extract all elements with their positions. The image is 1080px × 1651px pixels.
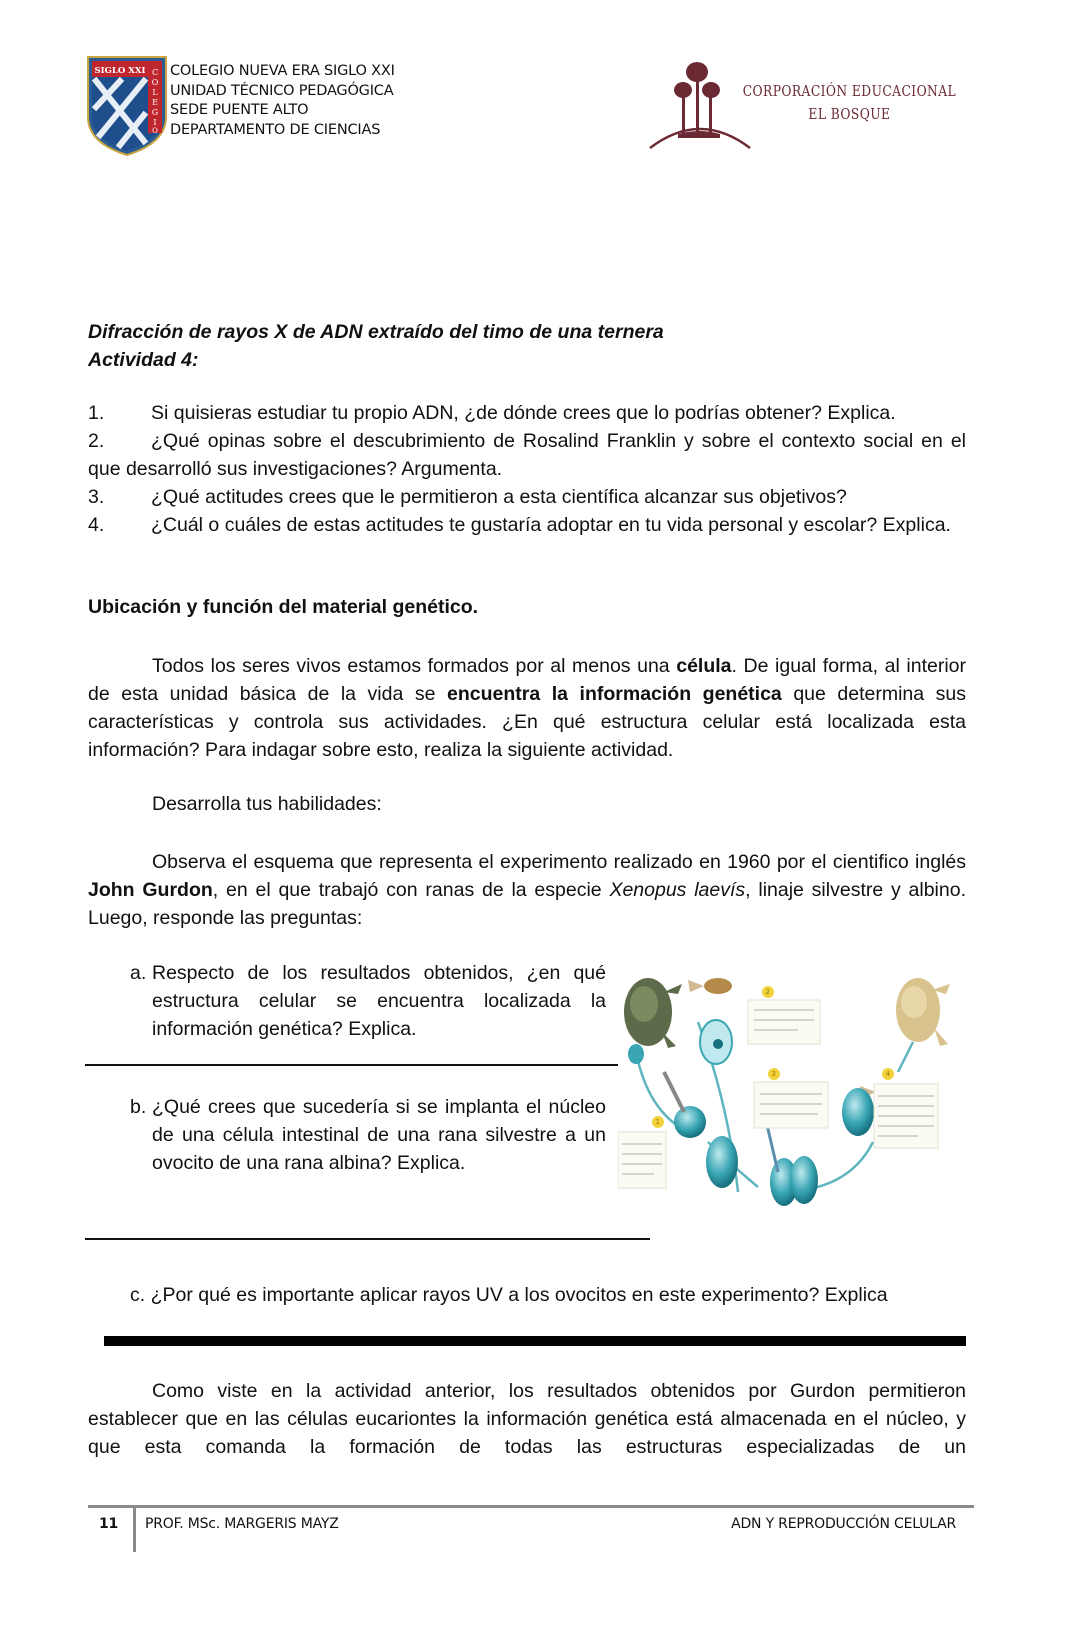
question-text: ¿Cuál o cuáles de estas actitudes te gustaría adoptar en tu vida personal y escolar? Explica. <box>151 514 951 536</box>
question-item <box>88 483 966 511</box>
svg-text:G: G <box>151 108 159 117</box>
sub-question-text: ¿Por qué es importante aplicar rayos UV a los ovocitos en este experimento? Explica <box>150 1284 888 1306</box>
question-number: 4. <box>88 514 105 536</box>
question-text: ¿Qué actitudes crees que le permitieron a esta científica alcanzar sus objetivos? <box>151 486 847 508</box>
sub-question-text: ¿Qué crees que sucedería si se implanta el núcleo de una célula intestinal de una rana silvestre a un ovocito de una rana albina? Explica. <box>152 1096 606 1174</box>
svg-text:SIGLO XXI: SIGLO XXI <box>94 66 146 76</box>
corporation-line1: CORPORACIÓN EDUCACIONAL <box>742 82 957 100</box>
sub-question-a <box>130 959 606 1043</box>
frog-cloning-diagram-icon <box>618 962 978 1224</box>
section-heading: Ubicación y función del material genético. <box>88 596 479 618</box>
observe-text: Observa el esquema que representa el experimento realizado en 1960 por el cientifico inglés <box>152 851 966 873</box>
gurdon-experiment-figure <box>618 962 978 1224</box>
activity-label: Actividad 4: <box>88 349 199 371</box>
school-unit: UNIDAD TÉCNICO PEDAGÓGICA <box>170 82 394 99</box>
sub-question-text: Respecto de los resultados obtenidos, ¿en qué estructura celular se encuentra localizada la información genética? Explica. <box>152 962 606 1040</box>
sub-question-c <box>130 1281 970 1309</box>
intro-bold-cell: célula <box>676 655 732 677</box>
question-item <box>88 427 966 483</box>
footer-rule <box>88 1505 974 1508</box>
answer-line-a[interactable] <box>85 1064 640 1066</box>
corporation-line2: EL BOSQUE <box>808 105 891 123</box>
svg-text:1: 1 <box>655 1118 660 1126</box>
closing-paragraph: Como viste en la actividad anterior, los resultados obtenidos por Gurdon permitieron establecer que en las células eucariontes la información genética está almacenada en el núcleo, y que esta comanda la formación de todas las estructuras especializadas de un <box>88 1380 966 1458</box>
intro-text: . De igual forma, al interior de esta unidad básica de la vida se <box>88 655 966 705</box>
question-number: 1. <box>88 402 105 424</box>
school-header-text <box>170 62 395 140</box>
observe-paragraph <box>88 848 966 932</box>
answer-line-b[interactable] <box>85 1238 650 1240</box>
intro-paragraph <box>88 652 966 764</box>
intro-text: Todos los seres vivos estamos formados por al menos una <box>152 655 677 677</box>
sub-question-b <box>130 1093 606 1177</box>
svg-text:I: I <box>153 118 157 127</box>
footer-subject: ADN Y REPRODUCCIÓN CELULAR <box>731 1516 956 1532</box>
school-crest-logo <box>86 55 168 157</box>
section-title: Difracción de rayos X de ADN extraído del timo de una ternera <box>88 321 664 343</box>
intro-bold-genetic-info: encuentra la información genética <box>447 683 782 705</box>
observe-text: , en el que trabajó con ranas de la especie <box>212 879 610 901</box>
svg-text:O: O <box>151 78 159 87</box>
question-text: ¿Qué opinas sobre el descubrimiento de Rosalind Franklin y sobre el contexto social en el que desarrolló sus investigaciones? Argumenta. <box>88 430 966 480</box>
question-number: 3. <box>88 486 105 508</box>
skills-heading: Desarrolla tus habilidades: <box>152 793 382 815</box>
svg-text:C: C <box>151 68 159 77</box>
question-text: Si quisieras estudiar tu propio ADN, ¿de dónde crees que lo podrías obtener? Explica. <box>151 402 896 424</box>
footer-divider <box>133 1505 136 1552</box>
school-department: DEPARTAMENTO DE CIENCIAS <box>170 121 381 138</box>
school-name: COLEGIO NUEVA ERA SIGLO XXI <box>170 63 395 79</box>
intro-text: que determina sus características y controla sus actividades. ¿En qué estructura celular está localizada esta información? Para indagar sobre esto, realiza la siguiente actividad. <box>88 683 966 761</box>
school-campus: SEDE PUENTE ALTO <box>170 102 309 118</box>
svg-text:L: L <box>152 88 158 97</box>
footer-author: PROF. MSc. MARGERIS MAYZ <box>145 1516 339 1532</box>
question-item <box>88 399 966 427</box>
corporation-name <box>742 80 957 126</box>
question-item <box>88 511 966 539</box>
observe-text: , linaje silvestre y albino. Luego, responde las preguntas: <box>88 879 966 929</box>
answer-line-c[interactable] <box>104 1336 966 1346</box>
svg-text:O: O <box>152 127 158 135</box>
crest-icon <box>86 55 168 157</box>
scientist-name: John Gurdon <box>88 879 213 901</box>
sub-question-label: c. <box>130 1284 146 1306</box>
sub-question-label: b. <box>130 1096 147 1118</box>
svg-text:4: 4 <box>885 1070 890 1078</box>
svg-text:E: E <box>152 98 158 107</box>
question-number: 2. <box>88 430 105 452</box>
sub-question-label: a. <box>130 962 147 984</box>
species-name: Xenopus laevís <box>609 879 746 901</box>
question-list <box>88 399 966 539</box>
page-number: 11 <box>99 1516 119 1532</box>
svg-text:2: 2 <box>765 988 770 996</box>
svg-text:3: 3 <box>771 1070 776 1078</box>
